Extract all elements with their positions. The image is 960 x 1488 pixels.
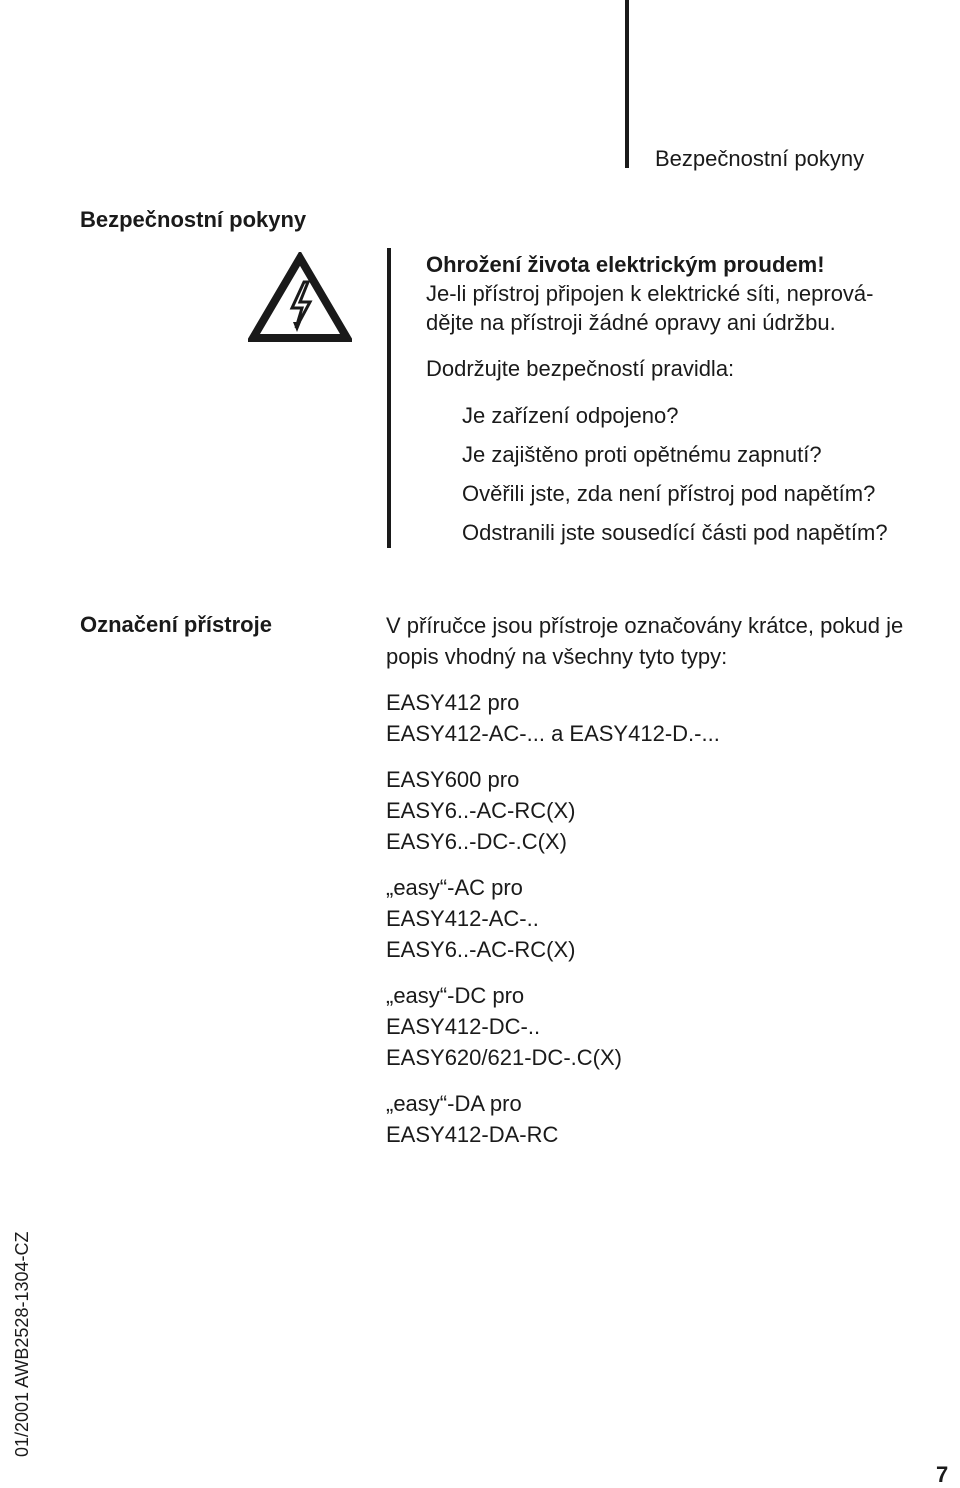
designation-heading: Označení přístroje [80,612,272,637]
warning-title: Ohrožení života elektrickým proudem! [426,252,825,277]
document-code: 01/2001 AWB2528-1304-CZ [12,1231,32,1457]
device-type: EASY412-AC-.. [386,906,539,931]
device-group-title: EASY412 pro [386,690,520,715]
device-type: EASY620/621-DC-.C(X) [386,1045,622,1070]
device-group-title: „easy“-AC pro [386,875,523,900]
designation-intro-line: popis vhodný na všechny tyto typy: [386,644,728,669]
page-number: 7 [936,1462,949,1487]
device-type: EASY412-AC-... a EASY412-D.-... [386,721,720,746]
device-type: EASY6..-DC-.C(X) [386,829,567,854]
checklist-item: Je zařízení odpojeno? [462,403,679,428]
device-group-title: „easy“-DA pro [386,1091,522,1116]
header-rule [625,0,629,168]
device-type: EASY6..-AC-RC(X) [386,937,576,962]
warning-rule [387,248,391,548]
warning-line: Je-li přístroj připojen k elektrické síti, neprová- [426,281,874,306]
checklist-item: Ověřili jste, zda není přístroj pod napětím? [462,481,876,506]
checklist-item: Odstranili jste sousedící části pod napětím? [462,520,888,545]
device-group-title: EASY600 pro [386,767,520,792]
device-type: EASY6..-AC-RC(X) [386,798,576,823]
warning-line: dějte na přístroji žádné opravy ani údržbu. [426,310,836,335]
high-voltage-warning-icon [248,252,352,344]
device-type: EASY412-DA-RC [386,1122,559,1147]
checklist-item: Je zajištěno proti opětnému zapnutí? [462,442,822,467]
device-type: EASY412-DC-.. [386,1014,541,1039]
safety-heading: Bezpečnostní pokyny [80,207,307,232]
designation-intro-line: V příručce jsou přístroje označovány krátce, pokud je [386,613,904,638]
rules-intro: Dodržujte bezpečností pravidla: [426,356,735,381]
running-header-title: Bezpečnostní pokyny [655,146,865,171]
device-group-title: „easy“-DC pro [386,983,525,1008]
